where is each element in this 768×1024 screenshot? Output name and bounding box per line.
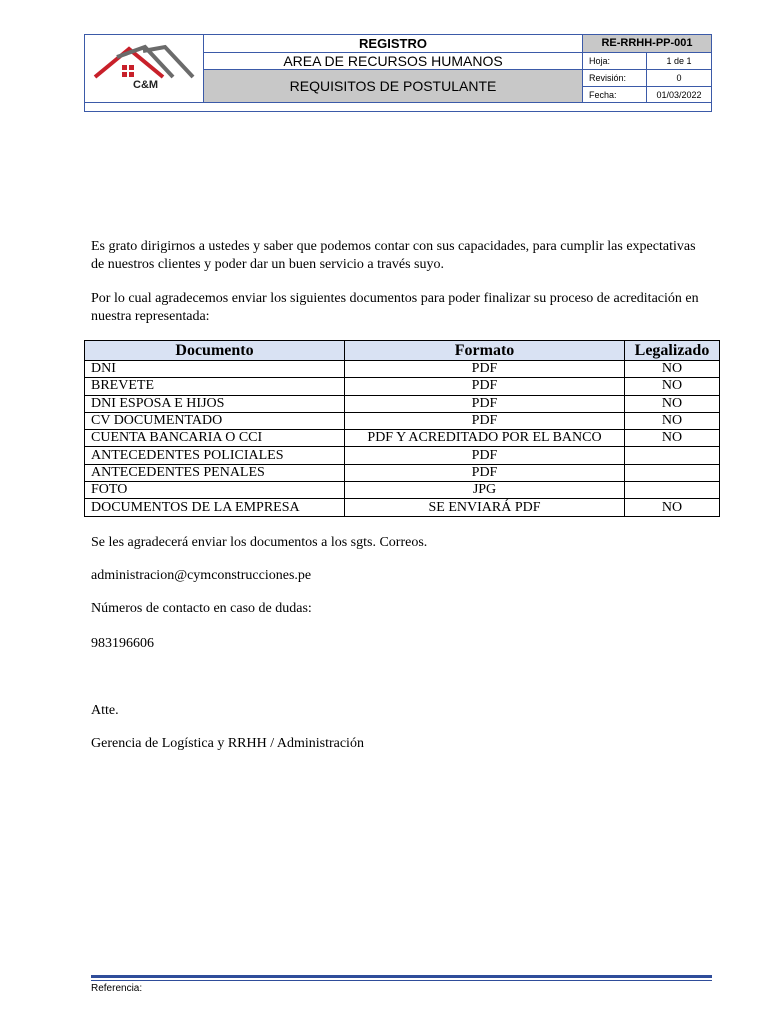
cell-legalizado	[625, 482, 720, 499]
cell-legalizado: NO	[625, 395, 720, 412]
cell-documento: DNI	[85, 361, 345, 378]
cell-legalizado: NO	[625, 378, 720, 395]
cell-documento: BREVETE	[85, 378, 345, 395]
cell-legalizado: NO	[625, 499, 720, 516]
document-header	[84, 34, 712, 112]
cell-documento: ANTECEDENTES PENALES	[85, 464, 345, 481]
table-row	[85, 378, 720, 395]
document-code: RE-RRHH-PP-001	[583, 35, 711, 53]
cell-formato: PDF	[345, 361, 625, 378]
email-address[interactable]: administracion@cymconstrucciones.pe	[91, 568, 312, 583]
table-header-row	[85, 341, 720, 361]
signature-text: Gerencia de Logística y RRHH / Administración	[91, 736, 364, 751]
cell-legalizado: NO	[625, 412, 720, 429]
header-divider	[85, 102, 711, 103]
intro-paragraph: Es grato dirigirnos a ustedes y saber que podemos contar con sus capacidades, para cumplir las expectativas de nuestros clientes y poder dar un buen servicio a través suyo.	[91, 239, 696, 272]
phone-number: 983196606	[91, 636, 154, 651]
meta-value: 0	[676, 73, 682, 83]
cell-legalizado	[625, 464, 720, 481]
meta-key: Revisión:	[583, 70, 647, 86]
header-titles	[204, 35, 583, 102]
cell-formato: PDF	[345, 464, 625, 481]
column-header-formato: Formato	[345, 341, 625, 361]
cell-formato: PDF Y ACREDITADO POR EL BANCO	[345, 430, 625, 447]
column-header-legalizado: Legalizado	[625, 341, 720, 361]
table-row	[85, 412, 720, 429]
cell-legalizado	[625, 447, 720, 464]
header-subtitle: REQUISITOS DE POSTULANTE	[204, 70, 582, 103]
table-row	[85, 430, 720, 447]
footer-reference: Referencia:	[91, 983, 143, 994]
meta-row-fecha	[583, 87, 711, 103]
table-row	[85, 447, 720, 464]
cell-formato: PDF	[345, 447, 625, 464]
documents-table	[84, 340, 720, 517]
cell-formato: JPG	[345, 482, 625, 499]
cell-documento: ANTECEDENTES POLICIALES	[85, 447, 345, 464]
meta-key: Fecha:	[583, 87, 647, 103]
footer-divider	[91, 975, 712, 978]
atte-text: Atte.	[91, 703, 119, 718]
table-row	[85, 499, 720, 516]
footer-divider-thin	[91, 980, 712, 981]
cell-documento: CV DOCUMENTADO	[85, 412, 345, 429]
cell-documento: DNI ESPOSA E HIJOS	[85, 395, 345, 412]
cell-formato: PDF	[345, 378, 625, 395]
cell-formato: PDF	[345, 395, 625, 412]
closing-paragraph: Se les agradecerá enviar los documentos a los sgts. Correos.	[91, 535, 428, 550]
meta-key: Hoja:	[583, 53, 647, 69]
cell-documento: CUENTA BANCARIA O CCI	[85, 430, 345, 447]
cell-documento: FOTO	[85, 482, 345, 499]
contact-label: Números de contacto en caso de dudas:	[91, 601, 312, 616]
meta-row-revision	[583, 70, 711, 87]
meta-row-hoja	[583, 53, 711, 70]
house-logo-icon	[85, 35, 204, 102]
cell-formato: PDF	[345, 412, 625, 429]
table-row	[85, 361, 720, 378]
cell-legalizado: NO	[625, 430, 720, 447]
header-meta	[583, 35, 711, 102]
column-header-documento: Documento	[85, 341, 345, 361]
cell-documento: DOCUMENTOS DE LA EMPRESA	[85, 499, 345, 516]
header-title: REGISTRO	[204, 35, 582, 53]
request-paragraph: Por lo cual agradecemos enviar los siguientes documentos para poder finalizar su proceso de acreditación en nuestra representada:	[91, 291, 699, 324]
cell-legalizado: NO	[625, 361, 720, 378]
logo-text: C&M	[133, 79, 159, 91]
cell-formato: SE ENVIARÁ PDF	[345, 499, 625, 516]
meta-value: 01/03/2022	[656, 90, 702, 100]
table-row	[85, 482, 720, 499]
table-row	[85, 395, 720, 412]
meta-value: 1 de 1	[666, 56, 692, 66]
header-area: AREA DE RECURSOS HUMANOS	[204, 53, 582, 70]
table-row	[85, 464, 720, 481]
company-logo	[85, 35, 204, 102]
